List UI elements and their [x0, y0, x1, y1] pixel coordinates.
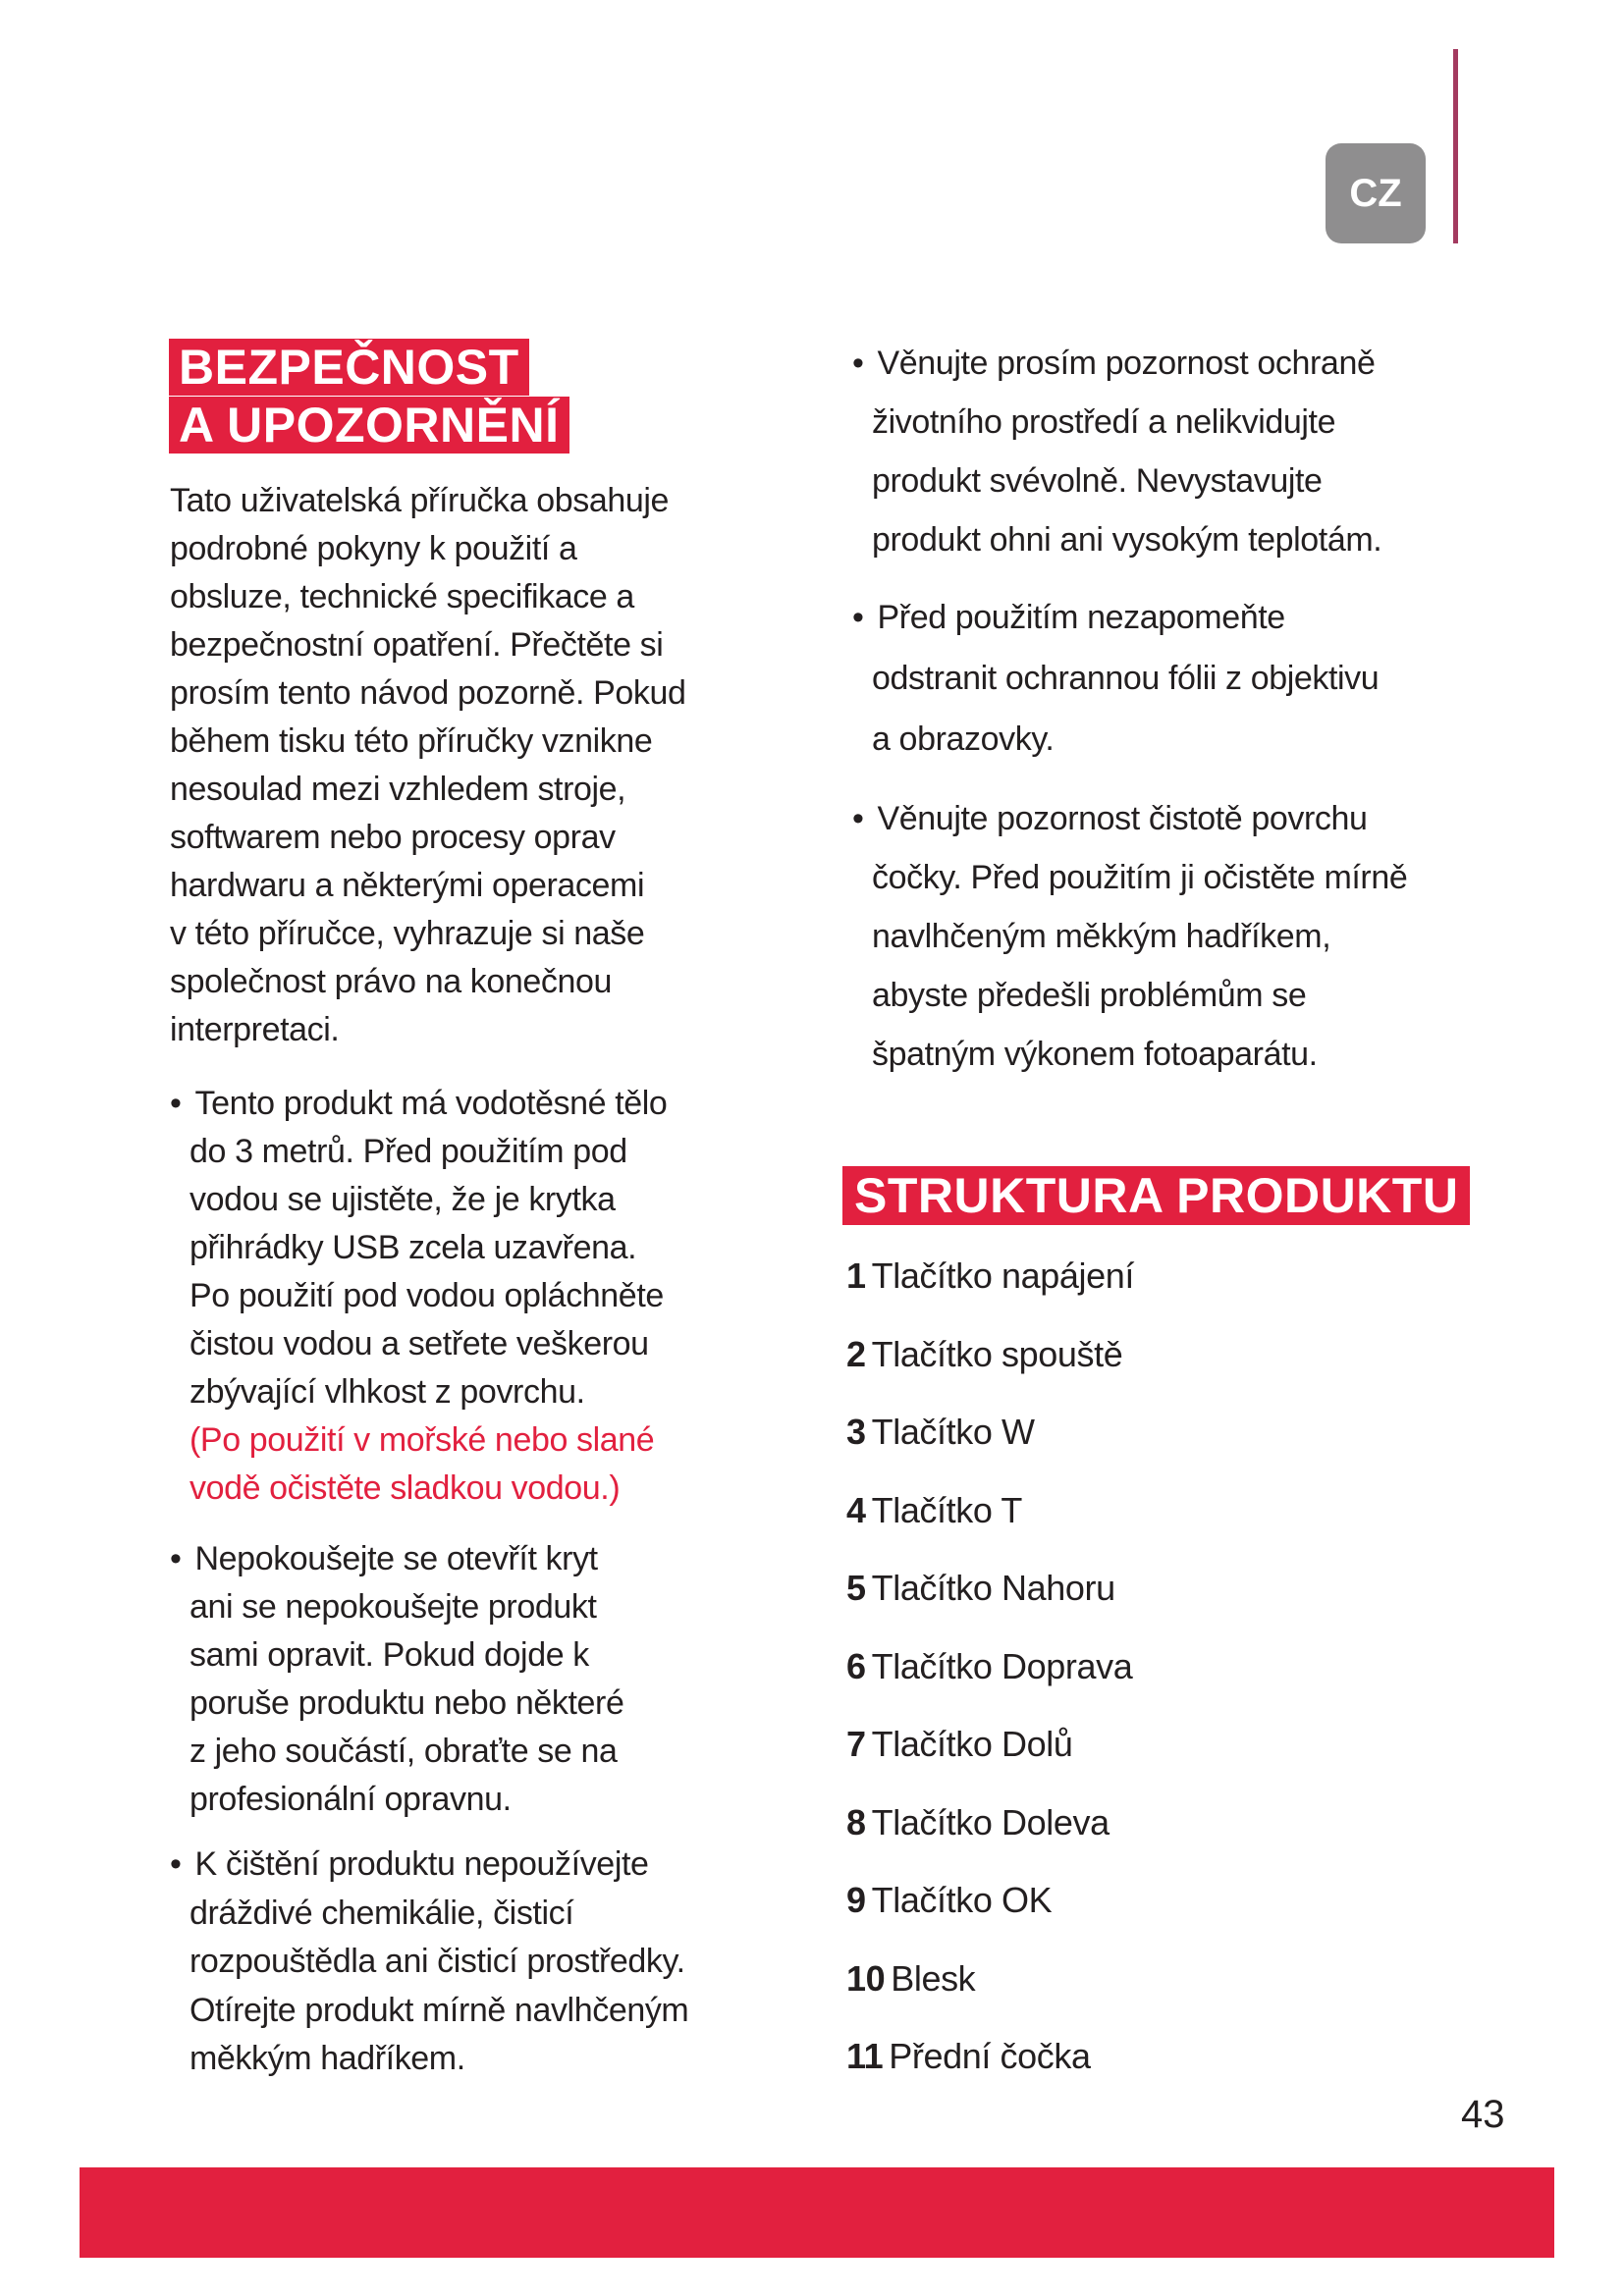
item-label: Tlačítko W — [871, 1412, 1035, 1452]
structure-list-item — [846, 2017, 1134, 2096]
safety-heading-line2: A UPOZORNĚNÍ — [169, 397, 569, 454]
bullet-line: Věnujte prosím pozornost ochraně — [877, 345, 1376, 382]
bullet-first-line — [170, 1080, 667, 1128]
item-number: 3 — [846, 1412, 866, 1452]
bullet-line: profesionální opravnu. — [189, 1781, 512, 1818]
item-number: 11 — [846, 2036, 884, 2076]
intro-line: prosím tento návod pozorně. Pokud — [170, 674, 686, 712]
header-rule — [1453, 49, 1458, 243]
item-label: Tlačítko Nahoru — [871, 1568, 1115, 1608]
bullet-line: sami opravit. Pokud dojde k — [189, 1636, 589, 1674]
bullet-dot-icon: • — [170, 1085, 182, 1122]
item-label: Tlačítko Dolů — [871, 1724, 1073, 1764]
bullet-line: čistou vodou a setřete veškerou — [189, 1325, 649, 1362]
item-number: 5 — [846, 1568, 866, 1608]
footer-bar — [80, 2167, 1554, 2258]
structure-heading: STRUKTURA PRODUKTU — [842, 1166, 1470, 1225]
item-number: 6 — [846, 1645, 866, 1686]
bullet-note-line: (Po použití v mořské nebo slané — [189, 1421, 655, 1459]
item-number: 9 — [846, 1880, 866, 1920]
bullet-line: Otírejte produkt mírně navlhčeným — [189, 1991, 689, 2029]
bullet-line: produkt ohni ani vysokým teplotám. — [872, 521, 1382, 559]
intro-line: nesoulad mezi vzhledem stroje, — [170, 771, 626, 808]
bullet-line: životního prostředí a nelikvidujte — [872, 403, 1336, 441]
bullet-line: a obrazovky. — [872, 721, 1055, 758]
intro-line: hardwaru a některými operacemi — [170, 867, 645, 904]
bullet-line: Věnujte pozornost čistotě povrchu — [877, 800, 1368, 837]
structure-list-item — [846, 1315, 1134, 1394]
bullet-dot-icon: • — [170, 1540, 182, 1577]
bullet-line: poruše produktu nebo některé — [189, 1684, 624, 1722]
structure-list-item — [846, 1861, 1134, 1940]
item-number: 7 — [846, 1724, 866, 1764]
bullet-line: do 3 metrů. Před použitím pod — [189, 1133, 627, 1170]
structure-list-item — [846, 1628, 1134, 1706]
safety-bullet — [852, 789, 1407, 1084]
safety-intro-paragraph — [170, 477, 685, 1054]
intro-line: Tato uživatelská příručka obsahuje — [170, 482, 670, 519]
bullet-line: Nepokoušejte se otevřít kryt — [194, 1540, 598, 1577]
bullet-line: měkkým hadříkem. — [189, 2040, 465, 2077]
intro-line: softwarem nebo procesy oprav — [170, 819, 616, 856]
item-label: Blesk — [891, 1957, 976, 1999]
language-badge-label: CZ — [1349, 171, 1402, 215]
item-label: Tlačítko Doprava — [871, 1645, 1133, 1686]
item-label: Tlačítko OK — [871, 1880, 1053, 1920]
bullet-line: abyste předešli problémům se — [872, 977, 1307, 1014]
bullet-first-line — [170, 1535, 623, 1583]
structure-list-item — [846, 1471, 1134, 1550]
bullet-line: přihrádky USB zcela uzavřena. — [189, 1229, 637, 1266]
bullet-line: špatným výkonem fotoaparátu. — [872, 1036, 1318, 1073]
item-number: 2 — [846, 1333, 866, 1374]
bullet-dot-icon: • — [852, 599, 864, 636]
bullet-dot-icon: • — [852, 800, 864, 837]
intro-line: během tisku této příručky vznikne — [170, 722, 653, 760]
bullet-line: Před použitím nezapomeňte — [877, 599, 1285, 636]
bullet-line: dráždivé chemikálie, čisticí — [189, 1894, 574, 1932]
item-label: Tlačítko T — [871, 1489, 1023, 1530]
item-label: Tlačítko napájení — [871, 1255, 1134, 1296]
bullet-line: Tento produkt má vodotěsné tělo — [194, 1085, 668, 1122]
item-label: Tlačítko Doleva — [871, 1801, 1110, 1842]
structure-list-item — [846, 1237, 1134, 1315]
item-label: Přední čočka — [889, 2036, 1091, 2076]
bullet-line: navlhčeným měkkým hadříkem, — [872, 918, 1331, 955]
item-number: 8 — [846, 1801, 866, 1842]
bullet-first-line — [852, 789, 1407, 848]
intro-line: podrobné pokyny k použití a — [170, 530, 577, 567]
safety-bullet — [852, 587, 1379, 770]
bullet-line: zbývající vlhkost z povrchu. — [189, 1373, 585, 1411]
structure-list-item — [846, 1940, 1134, 2018]
bullet-line: odstranit ochrannou fólii z objektivu — [872, 660, 1380, 697]
structure-list-item — [846, 1784, 1134, 1862]
bullet-line: produkt svévolně. Nevystavujte — [872, 462, 1323, 500]
item-number: 1 — [846, 1255, 866, 1296]
language-badge — [1326, 143, 1426, 243]
bullet-line: vodou se ujistěte, že je krytka — [189, 1181, 616, 1218]
structure-list-item — [846, 1705, 1134, 1784]
bullet-line: Po použití pod vodou opláchněte — [189, 1277, 664, 1314]
safety-bullet — [852, 334, 1381, 569]
bullet-line: ani se nepokoušejte produkt — [189, 1588, 597, 1626]
bullet-note-line: vodě očistěte sladkou vodou.) — [189, 1469, 621, 1507]
bullet-line: čočky. Před použitím ji očistěte mírně — [872, 859, 1408, 896]
item-label: Tlačítko spouště — [871, 1333, 1123, 1374]
page-number: 43 — [1461, 2093, 1505, 2136]
bullet-line: rozpouštědla ani čisticí prostředky. — [189, 1943, 685, 1980]
intro-line: v této příručce, vyhrazuje si naše — [170, 915, 645, 952]
structure-list-item — [846, 1393, 1134, 1471]
structure-list-item — [846, 1549, 1134, 1628]
intro-line: obsluze, technické specifikace a — [170, 578, 634, 615]
intro-line: bezpečnostní opatření. Přečtěte si — [170, 626, 664, 664]
bullet-first-line — [852, 587, 1379, 648]
bullet-dot-icon: • — [170, 1845, 182, 1883]
intro-line: interpretaci. — [170, 1011, 340, 1048]
intro-line: společnost právo na konečnou — [170, 963, 613, 1000]
bullet-first-line — [852, 334, 1381, 393]
bullet-line: K čištění produktu nepoužívejte — [194, 1845, 649, 1883]
bullet-line: z jeho součástí, obraťte se na — [189, 1733, 618, 1770]
safety-bullet — [170, 1841, 688, 2084]
bullet-first-line — [170, 1841, 688, 1890]
safety-heading-line1: BEZPEČNOST — [169, 339, 529, 396]
safety-bullet — [170, 1080, 667, 1513]
item-number: 4 — [846, 1489, 866, 1530]
safety-bullet — [170, 1535, 623, 1824]
bullet-dot-icon: • — [852, 345, 864, 382]
structure-list — [846, 1237, 1134, 2096]
item-number: 10 — [846, 1957, 886, 1999]
